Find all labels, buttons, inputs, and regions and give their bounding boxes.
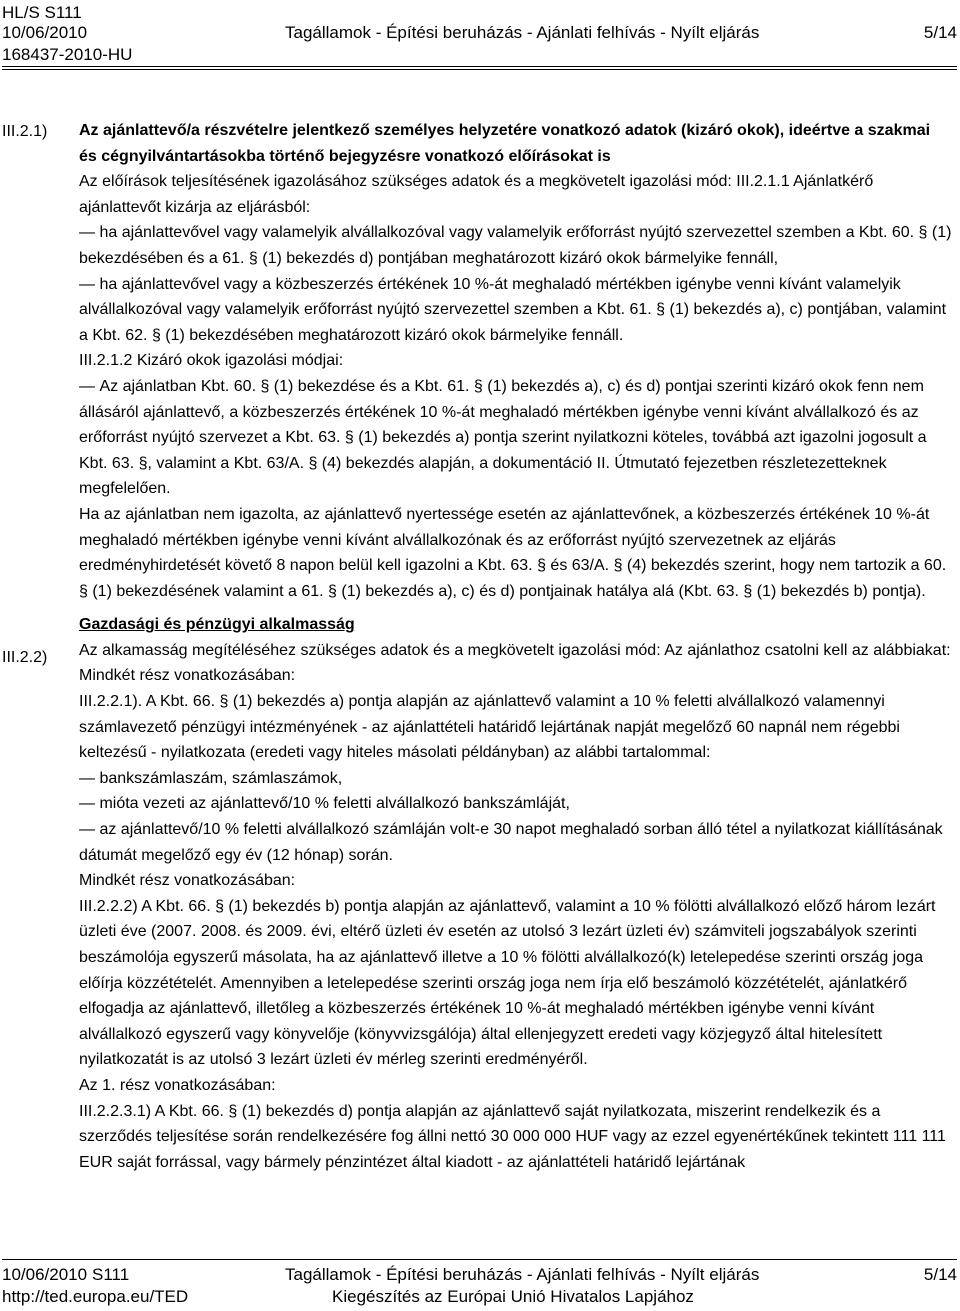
list-item: — ha ajánlattevővel vagy valamelyik alvállalkozóval vagy valamelyik erőforrást nyújtó szervezettel szemben a Kbt. 60. § (1) bekezdésében és a 61. § (1) bekezdés d) pontjában meghatározott kizáró okok bármelyike fennáll, xyxy=(79,220,952,271)
paragraph: Az alkamasság megítéléséhez szükséges adatok és a megkövetelt igazolási mód: Az ajánlathoz csatolni kell az alábbiakat: xyxy=(79,641,951,659)
doc-code: HL/S S111 xyxy=(2,3,82,22)
footer-title: Tagállamok - Építési beruházás - Ajánlati felhívás - Nyílt eljárás xyxy=(285,1265,760,1284)
paragraph: Ha az ajánlatban nem igazolta, az ajánlattevő nyertessége esetén az ajánlattevőnek, a közbeszerzés értékének 10 %-át meghaladó mértékben igénybe venni kívánt alvállalkozónak és az erőforrást nyújtó szervezetnek az eljárás eredményhirdetését követő 8 napon belül kell igazolni a Kbt. 63. § és 63/A. § (4) bekezdés szerint, hogy nem tartozik a 60. § (1) bekezdésének valamint a 61. § (1) bekezdés a), c) és d) pontjainak hatálya alá (Kbt. 63. § (1) bekezdés b) pontja). xyxy=(79,505,947,600)
footer-series: S111 xyxy=(92,1265,130,1284)
section-number-2: III.2.2) xyxy=(2,649,48,666)
paragraph: Az 1. rész vonatkozásában: xyxy=(79,1076,276,1094)
footer-date: 10/06/2010 xyxy=(2,1265,88,1284)
header-date: 10/06/2010 xyxy=(2,23,88,42)
header-page-number: 5/14 xyxy=(923,23,957,42)
paragraph: Mindkét rész vonatkozásában: xyxy=(79,667,296,685)
footer-publication: Kiegészítés az Európai Unió Hivatalos Lapjához xyxy=(332,1287,694,1306)
footer-rule xyxy=(2,1259,957,1260)
document-body xyxy=(79,118,952,1175)
paragraph: III.2.2.3.1) A Kbt. 66. § (1) bekezdés d) pontja alapján az ajánlattevő saját nyilatkozata, miszerint rendelkezik és a szerződés teljesítése során rendelkezésére fog állni nettó 30 000 000 HUF vagy az ezzel egyenértékűnek tekintett 111 111 EUR saját forrással, vagy bármely pénzintézet által kiadott - az ajánlattételi határidő lejártának xyxy=(79,1102,946,1171)
footer-url: http://ted.europa.eu/TED xyxy=(2,1287,189,1306)
paragraph: III.2.2.1). A Kbt. 66. § (1) bekezdés a) pontja alapján az ajánlattevő valamint a 10 % feletti alvállalkozó valamennyi számlavezető pénzügyi intézményének - az ajánlattételi határidő lejártának napját megelőző 60 napnál nem régebbi keltezésű - nyilatkozata (eredeti vagy hiteles másolati példányban) az alábbi tartalommal: xyxy=(79,693,900,762)
paragraph: Mindkét rész vonatkozásában: xyxy=(79,872,296,890)
section-heading-economic: Gazdasági és pénzügyi alkalmasság xyxy=(79,616,355,634)
header-rule xyxy=(2,66,957,67)
paragraph: III.2.2.2) A Kbt. 66. § (1) bekezdés b) pontja alapján az ajánlattevő, valamint a 10 % fölötti alvállalkozó előző három lezárt üzleti éve (2007. 2008. és 2009. évi, eltérő üzleti év esetén az utolsó 3 lezárt üzleti év) számviteli jogszabályok szerinti beszámolója egyszerű másolata, ha az ajánlattevő illetve a 10 % fölötti alvállalkozó(k) letelepedése szerinti ország joga előírja közzétételét. Amennyiben a letelepedése szerinti ország joga nem írja elő beszámoló közzétételét, ajánlatkérő elfogadja az ajánlattevő, illetőleg a közbeszerzés értékének 10 %-át meghaladó mértékben igénybe venni kívánt alvállalkozó egyszerű vagy könyvelője (könyvvizsgálója) által ellenjegyzett eredeti vagy közjegyző által hitelesített nyilatkozatát is az utolsó 3 lezárt üzleti év mérleg szerinti eredményéről. xyxy=(79,897,936,1069)
header-rule-2 xyxy=(2,69,957,70)
page-footer xyxy=(2,1262,957,1310)
footer-page-number: 5/14 xyxy=(923,1265,957,1284)
section-heading-personal: Az ajánlattevő/a részvételre jelentkező személyes helyzetére vonatkozó adatok (kizáró okok), ideértve a szakmai és cégnyilvántartásokba történő bejegyzésre vonatkozó előírásokat is xyxy=(79,122,931,165)
paragraph: Az előírások teljesítésének igazolásához szükséges adatok és a megkövetelt igazolási mód: III.2.1.1 Ajánlatkérő ajánlattevőt kizárja az eljárásból: xyxy=(79,173,874,216)
list-item: — az ajánlattevő/10 % feletti alvállalkozó számláján volt-e 30 napot meghaladó sorban álló tétel a nyilatkozat kiállításának dátumát megelőző egy év (12 hónap) során. xyxy=(79,817,952,868)
paragraph: III.2.1.2 Kizáró okok igazolási módjai: xyxy=(79,352,344,370)
doc-id: 168437-2010-HU xyxy=(2,45,133,64)
list-item: — ha ajánlattevővel vagy a közbeszerzés értékének 10 %-át meghaladó mértékben igénybe venni kívánt valamelyik alvállalkozóval vagy valamelyik erőforrást nyújtó szervezettel szemben a Kbt. 61. § (1) bekezdés a), c) pontjában, valamint a Kbt. 62. § (1) bekezdésében meghatározott kizáró okok bármelyike fennáll. xyxy=(79,272,952,349)
header-title: Tagállamok - Építési beruházás - Ajánlati felhívás - Nyílt eljárás xyxy=(285,23,760,42)
section-number-1: III.2.1) xyxy=(2,123,48,140)
list-item: — bankszámlaszám, számlaszámok, xyxy=(79,766,952,792)
page-header xyxy=(2,2,957,66)
list-item: — Az ajánlatban Kbt. 60. § (1) bekezdése és a Kbt. 61. § (1) bekezdés a), c) és d) pontjai szerinti kizáró okok fenn nem állásáról ajánlattevő, a közbeszerzés értékének 10 %-át meghaladó mértékben igénybe venni kívánt alvállalkozó és az erőforrást nyújtó szervezet a Kbt. 63. § (1) bekezdés a) pontja szerint nyilatkozni köteles, továbbá azt igazolni jogosult a Kbt. 63. §, valamint a Kbt. 63/A. § (4) bekezdés alapján, a dokumentáció II. Útmutató fejezetben részletezetteknek megfelelően. xyxy=(79,374,952,502)
list-item: — mióta vezeti az ajánlattevő/10 % feletti alvállalkozó bankszámláját, xyxy=(79,791,952,817)
